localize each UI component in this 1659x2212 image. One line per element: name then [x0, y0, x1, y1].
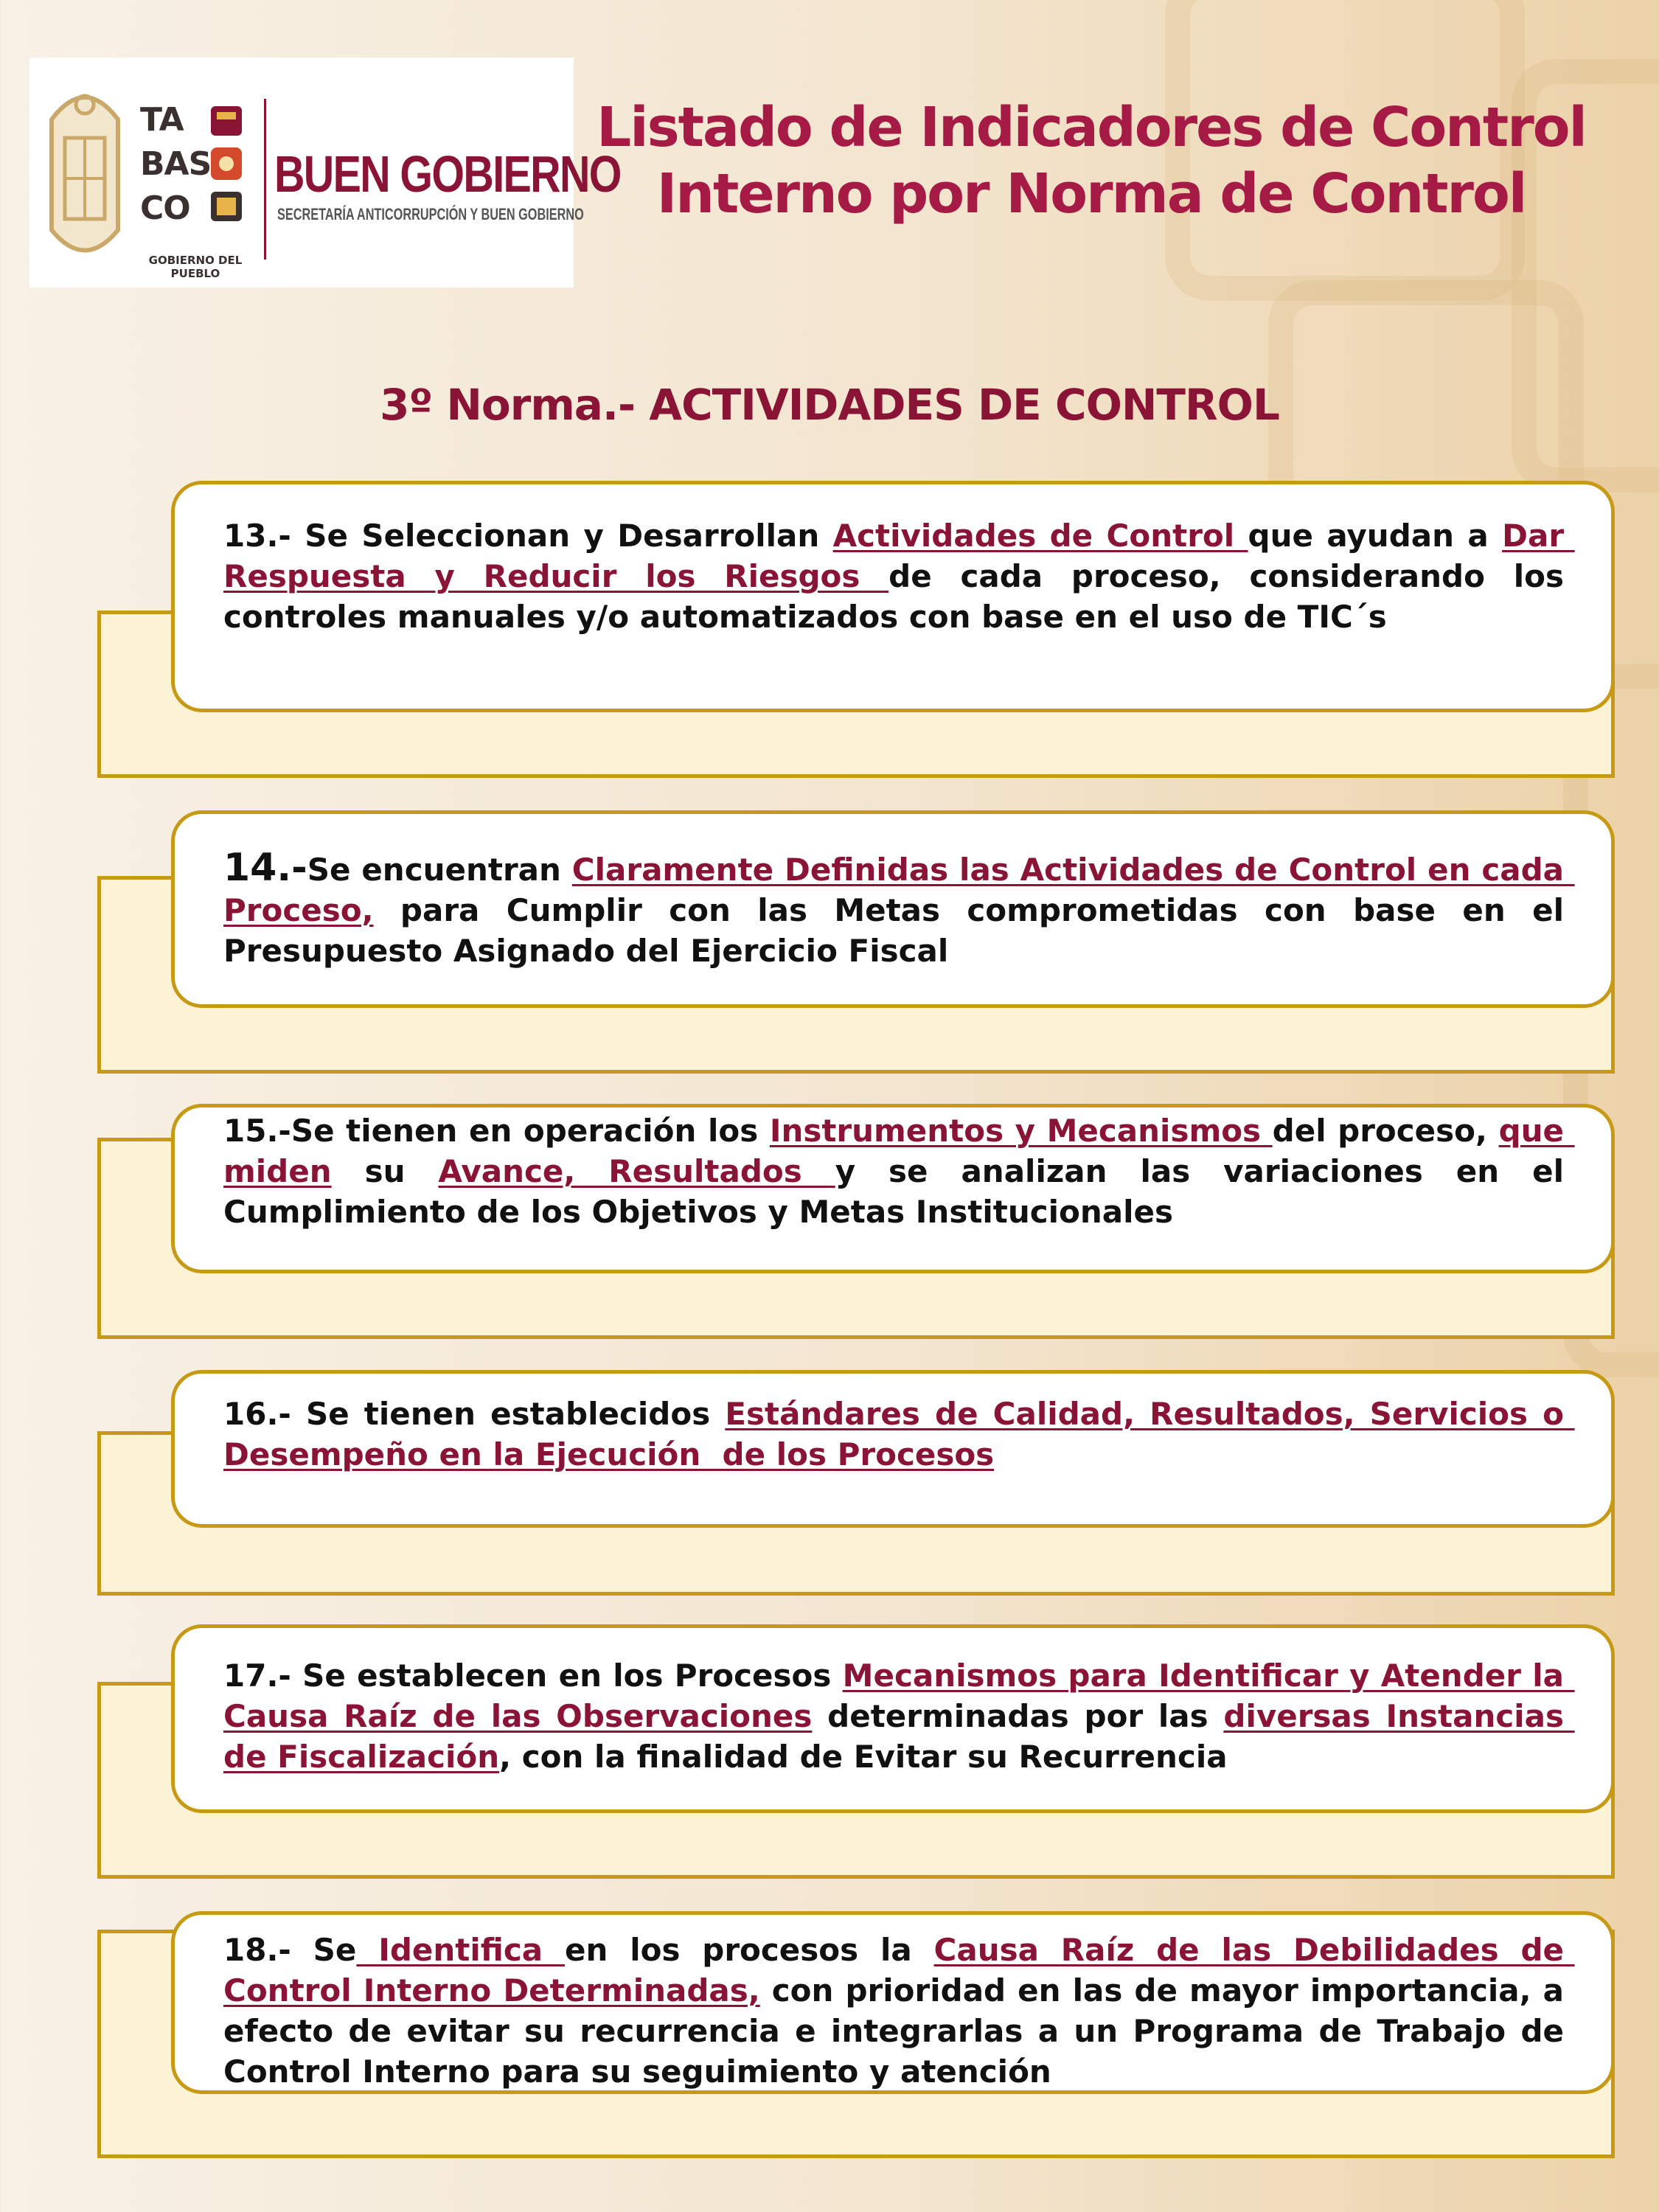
- indicator-text: [223, 1930, 1575, 2092]
- gobierno-del-pueblo-label: GOBIERNO DEL PUEBLO: [148, 254, 243, 280]
- tabasco-line: CO: [140, 189, 190, 227]
- indicator-text: [223, 1394, 1575, 1475]
- text-segment: del proceso,: [1272, 1113, 1499, 1149]
- text-segment: en los procesos la: [564, 1932, 934, 1968]
- buen-gobierno-wordmark: BUEN GOBIERNO: [274, 145, 621, 203]
- text-segment: Se tienen en operación los: [291, 1113, 770, 1149]
- text-segment: determinadas por las: [812, 1697, 1224, 1734]
- tabasco-seal-icon: [37, 68, 133, 274]
- indicator-link[interactable]: Claramente Definidas las Actividades de Control en cada Proceso,: [223, 851, 1575, 928]
- tabasco-emblem-icon: [206, 102, 246, 229]
- indicator-link[interactable]: Instrumentos y Mecanismos: [769, 1113, 1273, 1149]
- page-title: Listado de Indicadores de Control Interno por Norma de Control: [597, 96, 1586, 226]
- text-segment: con prioridad en las de mayor importancia, a efecto de evitar su recurrencia e integrarlas a un Programa de Trabajo de Control Interno para su seguimiento y atención: [223, 1972, 1564, 2090]
- text-segment: y se analizan las variaciones en el Cumplimiento de los Objetivos y Metas Institucionales: [223, 1153, 1564, 1230]
- text-segment: Se: [291, 1932, 357, 1968]
- indicator-text: [223, 1110, 1575, 1232]
- indicator-card-18: [171, 1911, 1615, 2094]
- text-segment: Se Seleccionan y Desarrollan: [291, 518, 833, 554]
- indicator-link[interactable]: Estándares de Calidad, Resultados, Servicios o Desempeño en la Ejecución de los Procesos: [223, 1396, 1575, 1472]
- text-segment: Se tienen establecidos: [291, 1396, 726, 1432]
- text-segment: Se establecen en los Procesos: [291, 1657, 843, 1694]
- indicator-card-16: [171, 1370, 1615, 1528]
- logo-block: [29, 58, 621, 288]
- text-segment: que ayudan a: [1248, 518, 1503, 554]
- tabasco-wordmark: [140, 98, 212, 234]
- text-segment: Se encuentran: [307, 851, 572, 888]
- text-segment: su: [331, 1153, 439, 1189]
- indicator-link[interactable]: Mecanismos para Identificar y Atender la Causa Raíz de las Observaciones: [223, 1657, 1575, 1734]
- section-title: 3º Norma.- ACTIVIDADES DE CONTROL: [380, 380, 1279, 430]
- text-segment: , con la finalidad de Evitar su Recurrencia: [499, 1738, 1228, 1775]
- tabasco-line: BAS: [140, 145, 212, 183]
- indicator-card-15: [171, 1104, 1615, 1273]
- logo-divider: [264, 99, 266, 260]
- indicator-number: 13.-: [223, 518, 291, 554]
- indicator-text: [223, 1655, 1575, 1777]
- tabasco-line: TA: [140, 101, 184, 139]
- text-segment: para Cumplir con las Metas comprometidas con base en el Presupuesto Asignado del Ejercicio Fiscal: [223, 891, 1564, 969]
- indicator-number: 15.-: [223, 1113, 291, 1149]
- indicator-link[interactable]: que miden: [223, 1113, 1575, 1189]
- indicator-card-14: [171, 810, 1615, 1008]
- indicator-card-13: [171, 481, 1615, 712]
- indicator-card-17: [171, 1624, 1615, 1813]
- indicator-link[interactable]: Dar Respuesta y Reducir los Riesgos: [223, 518, 1575, 594]
- indicator-link[interactable]: Avance, Resultados: [438, 1153, 835, 1189]
- indicator-number: 17.-: [223, 1657, 291, 1694]
- indicator-text: [223, 845, 1575, 971]
- indicator-number: 16.-: [223, 1396, 291, 1432]
- indicator-link[interactable]: Actividades de Control: [832, 518, 1248, 554]
- indicator-link[interactable]: Causa Raíz de las Debilidades de Control Interno Determinadas,: [223, 1932, 1575, 2008]
- indicator-text: [223, 515, 1575, 637]
- indicator-number: 14.-: [223, 845, 307, 890]
- text-segment: de cada proceso, considerando los controles manuales y/o automatizados con base en el uso de TIC´s: [223, 558, 1564, 635]
- secretaria-label: SECRETARÍA ANTICORRUPCIÓN Y BUEN GOBIERNO: [277, 205, 584, 223]
- indicator-number: 18.-: [223, 1932, 291, 1968]
- indicator-link[interactable]: Identifica: [356, 1932, 565, 1968]
- indicator-link[interactable]: diversas Instancias de Fiscalización: [223, 1697, 1575, 1775]
